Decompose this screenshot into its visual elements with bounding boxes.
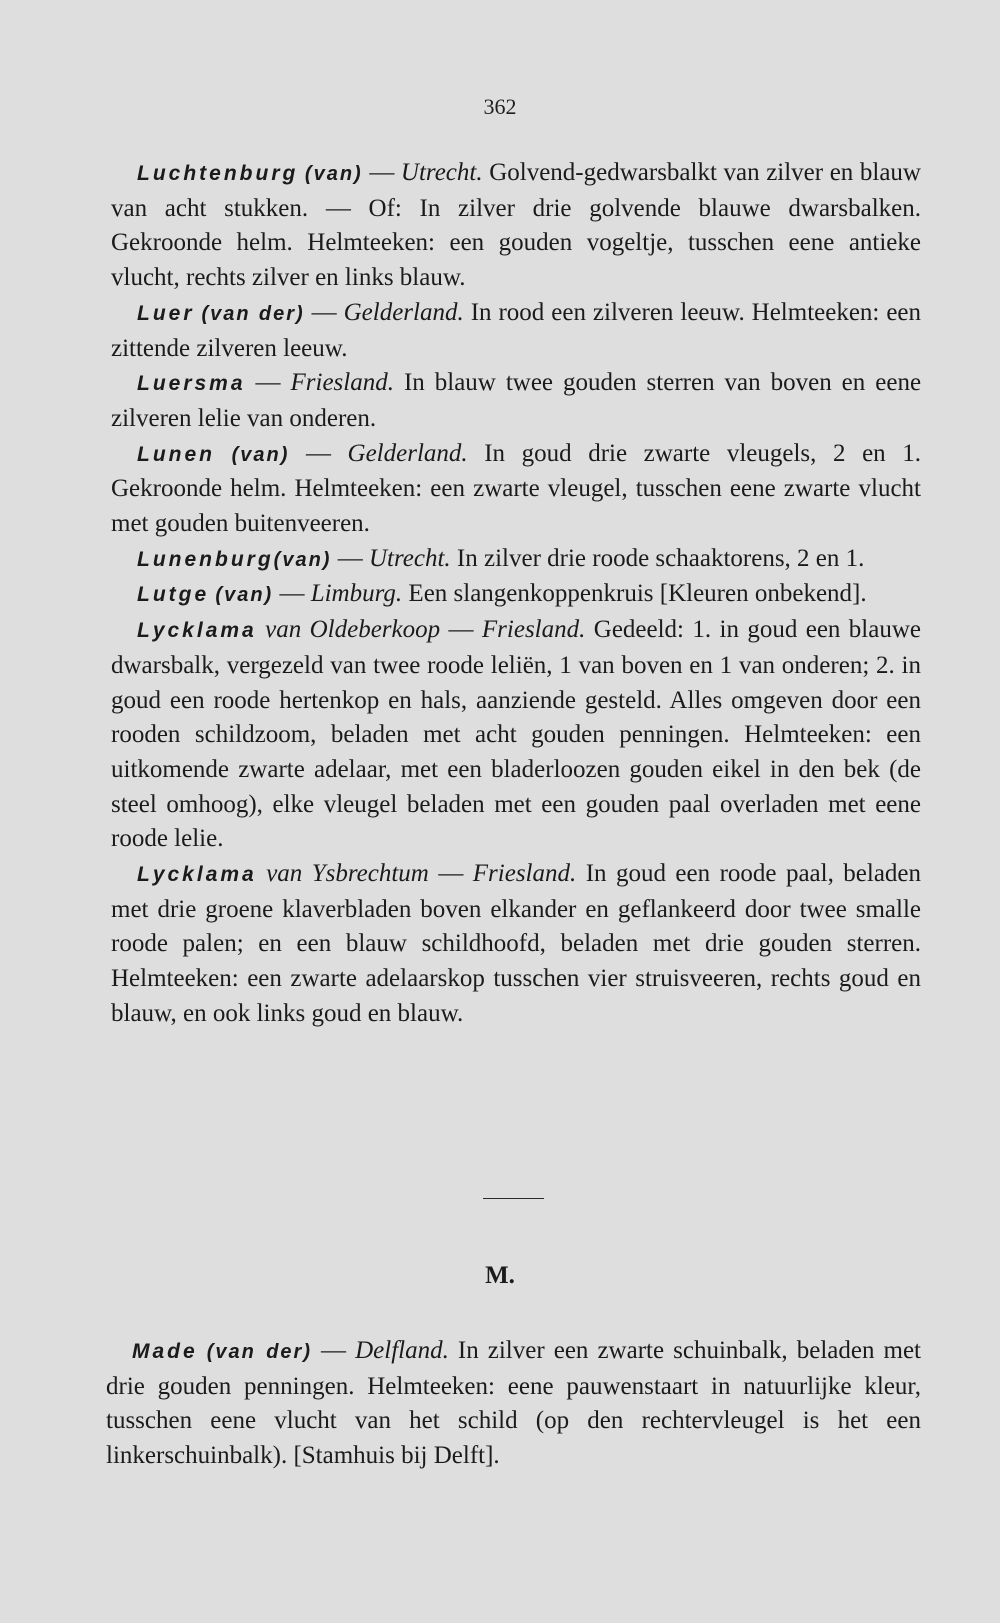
entry-text: Een slangenkoppenkruis [Kleuren onbekend]. — [408, 580, 867, 608]
entry-lunen — [111, 437, 921, 542]
entry-dash: — — [279, 580, 305, 608]
entries-section-l — [111, 156, 921, 1032]
entry-place: Gelderland. — [343, 298, 464, 326]
entry-made — [106, 1334, 921, 1474]
page-number: 362 — [483, 94, 517, 119]
entry-text: In blauw twee gouden sterren van boven en eene zilveren lelie van onderen. — [111, 369, 922, 432]
entry-lunenburg — [111, 542, 921, 578]
entry-name-suffix: van Oldeberkoop — [265, 616, 441, 644]
entry-qualifier: (van) — [304, 163, 363, 185]
entry-place: Delfland. — [355, 1337, 449, 1364]
section-divider — [483, 1198, 544, 1199]
entry-qualifier: (van der) — [206, 1341, 312, 1363]
entry-name: Lutge — [137, 583, 210, 607]
entry-name: Lycklama — [137, 863, 257, 887]
entry-place: Limburg. — [310, 580, 403, 608]
entry-name: Luchtenburg — [137, 162, 299, 185]
entry-qualifier: (van) — [273, 548, 332, 571]
entry-qualifier: (van) — [215, 584, 274, 607]
entry-name-suffix: van Ysbrechtum — [266, 860, 429, 888]
entries-section-m — [106, 1334, 921, 1474]
entry-lycklama-oldeberkoop — [111, 613, 921, 857]
entry-dash: — — [255, 369, 281, 397]
entry-text: In zilver een zwarte schuinbalk, beladen met drie gouden penningen. Helmteeken: eene pauwenstaart in natuurlijke kleur, tusschen eene vlucht van het schild (op den rechtervleugel is het een linkerschuinbalk). [Stamhuis bij Delft]. — [106, 1337, 921, 1470]
entry-dash: — — [369, 159, 395, 186]
entry-text: Golvend-gedwarsbalkt van zilver en blauw van acht stukken. — Of: In zilver drie golvende blauwe dwarsbalken. Gekroonde helm. Helmteeken: een gouden vogeltje, tusschen eene antieke vlucht, rechts zilver en links blauw. — [111, 159, 921, 292]
entry-qualifier: (van der) — [201, 302, 305, 325]
entry-text: In rood een zilveren leeuw. Helmteeken: een zittende zilveren leeuw. — [111, 298, 922, 362]
entry-text: In goud drie zwarte vleugels, 2 en 1. Gekroonde helm. Helmteeken: een zwarte vleugel, tusschen eene zwarte vlucht met gouden buitenveeren. — [111, 439, 921, 538]
entry-place: Utrecht. — [368, 544, 451, 572]
entry-name: Luersma — [137, 372, 246, 396]
entry-place: Friesland. — [472, 860, 577, 888]
entry-place: Friesland. — [290, 369, 394, 397]
entry-name: Lycklama — [137, 619, 257, 643]
entry-dash: — — [305, 439, 331, 467]
entry-luersma — [111, 366, 921, 436]
entry-dash: — — [321, 1337, 347, 1364]
entry-dash: — — [337, 544, 363, 572]
entry-place: Gelderland. — [347, 439, 468, 467]
entry-place: Friesland. — [481, 616, 586, 644]
entry-text: In goud een roode paal, beladen met drie groene klaverbladen boven elkander en geflankeerd door twee smalle roode palen; en een blauw schildhoofd, beladen met drie gouden sterren. Helmteeken: een zwarte adelaarskop tusschen vier struisveeren, rechts goud en blauw, en ook links goud en blauw. — [111, 860, 922, 1027]
entry-luer — [111, 296, 921, 366]
entry-place: Utrecht. — [400, 159, 483, 186]
entry-text: In zilver drie roode schaaktorens, 2 en 1. — [456, 544, 865, 572]
entry-lutge — [111, 577, 921, 613]
entry-dash: — — [438, 860, 464, 888]
entry-text: Gedeeld: 1. in goud een blauwe dwarsbalk, vergezeld van twee roode leliën, 1 van boven en 1 van onderen; 2. in goud een roode hertenkop en hals, aanziende gesteld. Alles omgeven door een rooden schildzoom, beladen met acht gouden penningen. Helmteeken: een uitkomende zwarte adelaar, met een bladerloozen gouden eikel in den bek (de steel omhoog), elke vleugel beladen met een gouden paal overladen met eene roode lelie. — [111, 616, 922, 853]
section-heading: M. — [485, 1262, 515, 1289]
entry-name: Lunenburg — [137, 547, 274, 571]
entry-name: Made — [132, 1340, 198, 1363]
entry-dash: — — [311, 298, 337, 326]
entry-name: Luer — [137, 301, 195, 325]
entry-name: Lunen — [137, 442, 215, 466]
entry-luchtenburg — [111, 156, 921, 296]
entry-qualifier: (van) — [231, 443, 290, 466]
entry-lycklama-ysbrechtum — [111, 857, 921, 1032]
entry-dash: — — [448, 616, 474, 644]
